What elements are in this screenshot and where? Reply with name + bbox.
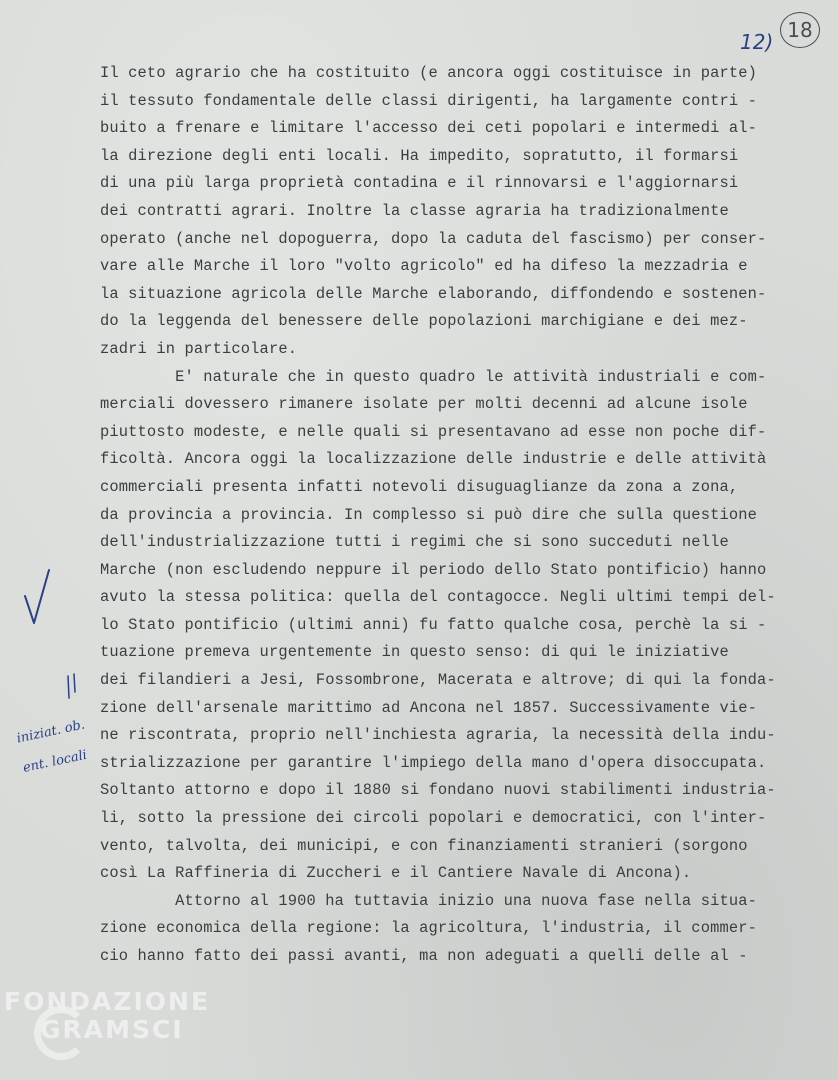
text-line: lo Stato pontificio (ultimi anni) fu fatto qualche cosa, perchè la si -	[100, 615, 767, 634]
text-line: dei filandieri a Jesi, Fossombrone, Macerata e altrove; di qui la fonda-	[100, 671, 776, 690]
handwritten-margin-note	[14, 708, 105, 783]
text-line: Il ceto agrario che ha costituito (e ancora oggi costituisce in parte)	[100, 64, 758, 82]
text-line: li, sotto la pressione dei circoli popolari e democratici, con l'inter-	[100, 809, 767, 828]
text-line: cio hanno fatto dei passi avanti, ma non adeguati a quelli delle al -	[100, 947, 748, 965]
text-line: avuto la stessa politica: quella del contagocce. Negli ultimi tempi del-	[100, 588, 776, 607]
document-body	[100, 60, 825, 971]
archive-number: 18	[780, 12, 820, 48]
text-line: Attorno al 1900 ha tuttavia inizio una nuova fase nella situa-	[100, 891, 758, 910]
text-line: la situazione agricola delle Marche elaborando, diffondendo e sostenen-	[100, 284, 767, 303]
margin-note-line: ent. locali	[21, 747, 89, 776]
text-line: dell'industrializzazione tutti i regimi che si sono succeduti nelle	[100, 533, 729, 552]
text-line: merciali dovessero rimanere isolate per molti decenni ad alcune isole	[100, 395, 748, 414]
text-line: Soltanto attorno e dopo il 1880 si fondano nuovi stabilimenti industria-	[100, 781, 776, 800]
text-line: zione dell'arsenale marittimo ad Ancona nel 1857. Successivamente vie-	[100, 698, 758, 717]
text-line: zadri in particolare.	[100, 339, 298, 358]
text-line: dei contratti agrari. Inoltre la classe agraria ha tradizionalmente	[100, 201, 729, 220]
text-line: di una più larga proprietà contadina e il rinnovarsi e l'aggiornarsi	[100, 174, 739, 193]
text-line: zione economica della regione: la agricoltura, l'industria, il commer-	[100, 919, 758, 938]
text-line: strializzazione per garantire l'impiego della mano d'opera disoccupata.	[100, 753, 767, 772]
text-line: commerciali presenta infatti notevoli disuguaglianze da zona a zona,	[100, 477, 739, 496]
watermark-line2: GRAMSCI	[40, 1015, 184, 1044]
margin-tick-icon	[64, 672, 78, 702]
text-line: buito a frenare e limitare l'accesso dei ceti popolari e intermedi al-	[100, 119, 758, 138]
text-line: Marche (non escludendo neppure il periodo dello Stato pontificio) hanno	[100, 560, 767, 579]
text-line: operato (anche nel dopoguerra, dopo la caduta del fascismo) per conser-	[100, 229, 767, 248]
text-line: così La Raffineria di Zuccheri e il Cantiere Navale di Ancona).	[100, 864, 692, 883]
margin-note-line: iniziat. ob.	[15, 717, 87, 747]
page-number: 12)	[740, 30, 774, 54]
text-line: da provincia a provincia. In complesso si può dire che sulla questione	[100, 505, 758, 524]
archive-watermark	[4, 988, 210, 1044]
text-line: do la leggenda del benessere delle popolazioni marchigiane e dei mez-	[100, 312, 748, 331]
text-line: vare alle Marche il loro "volto agricolo" ed ha difeso la mezzadria e	[100, 257, 748, 276]
watermark-line1: FONDAZIONE	[4, 987, 211, 1016]
text-line: ficoltà. Ancora oggi la localizzazione delle industrie e delle attività	[100, 450, 767, 469]
text-line: la direzione degli enti locali. Ha impedito, sopratutto, il formarsi	[100, 146, 739, 165]
text-line: vento, talvolta, dei municipi, e con finanziamenti stranieri (sorgono	[100, 836, 748, 855]
text-line: il tessuto fondamentale delle classi dirigenti, ha largamente contri -	[100, 91, 758, 110]
text-line: E' naturale che in questo quadro le attività industriali e com-	[100, 367, 767, 386]
watermark-logo-icon	[34, 1006, 88, 1060]
text-line: tuazione premeva urgentemente in questo senso: di qui le iniziative	[100, 643, 729, 662]
text-line: ne riscontrata, proprio nell'inchiesta agraria, la necessità della indu-	[100, 726, 776, 745]
checkmark-icon	[22, 568, 52, 628]
text-line: piuttosto modeste, e nelle quali si presentavano ad esse non poche dif-	[100, 422, 767, 441]
